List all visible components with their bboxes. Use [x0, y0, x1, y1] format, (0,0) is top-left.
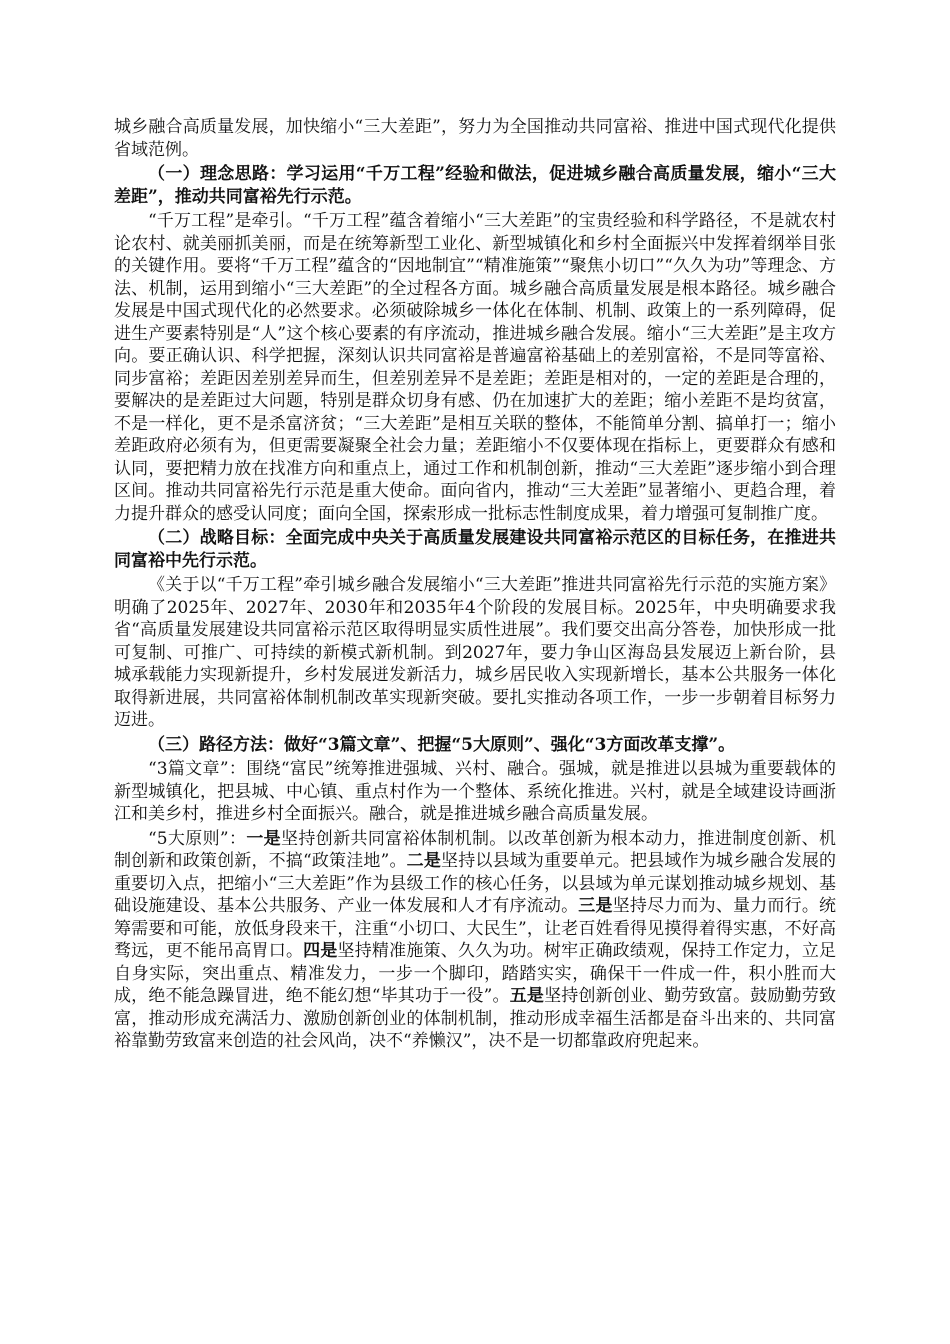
body-paragraph-1: “千万工程”是牵引。“千万工程”蕴含着缩小“三大差距”的宝贵经验和科学路径，不是就农村论农村、就美丽抓美丽，而是在统筹新型工业化、新型城镇化和乡村全面振兴中发挥着纲举目张的关键作用。要将“千万工程”蕴含的“因地制宜”“精准施策”“聚焦小切口”“久久为功”等理念、方法、机制，运用到缩小“三大差距”的全过程各方面。城乡融合高质量发展是根本路径。城乡融合发展是中国式现代化的必然要求。必须破除城乡一体化在体制、机制、政策上的一系列障碍，促进生产要素特别是“人”这个核心要素的有序流动，推进城乡融合发展。缩小“三大差距”是主攻方向。要正确认识、科学把握，深刻认识共同富裕是普遍富裕基础上的差别富裕，不是同等富裕、同步富裕；差距因差别差异而生，但差别差异不是差距；差距是相对的，一定的差距是合理的，要解决的是差距过大问题，特别是群众切身有感、仍在加速扩大的差距；缩小差距不是均贫富，不是一样化，更不是杀富济贫；“三大差距”是相互关联的整体，不能简单分割、搞单打一；缩小差距政府必须有为，但更需要凝聚全社会力量；差距缩小不仅要体现在指标上，更要群众有感和认同，要把精力放在找准方向和重点上，通过工作和机制创新，推动“三大差距”逐步缩小到合理区间。推动共同富裕先行示范是重大使命。面向省内，推动“三大差距”显著缩小、更趋合理，着力提升群众的感受认同度；面向全国，探索形成一批标志性制度成果，着力增强可复制推广度。 [114, 211, 836, 524]
section-heading-1: （一）理念思路：学习运用“千万工程”经验和做法，促进城乡融合高质量发展，缩小“三大差距”，推动共同富裕先行示范。 [114, 164, 836, 207]
section-heading-2: （二）战略目标：全面完成中央关于高质量发展建设共同富裕示范区的目标任务，在推进共同富裕中先行示范。 [114, 528, 836, 571]
principles-intro: “5大原则”： [148, 828, 247, 849]
body-paragraph-4 [114, 828, 836, 1053]
principle-text-1: 坚持创新共同富裕体制机制。以改革创新为根本动力，推进制度创新、机制创新和政策创新，不搞“政策洼地”。 [114, 828, 837, 871]
principle-text-2: 坚持以县域为重要单元。把县域作为城乡融合发展的重要切入点，把缩小“三大差距”作为县级工作的核心任务，以县域为单元谋划推动城乡规划、基础设施建设、基本公共服务、产业一体发展和人才有序流动。 [114, 851, 837, 916]
principle-marker-1: 一是 [246, 828, 282, 849]
principle-text-3: 坚持尽力而为、量力而行。统筹需要和可能，放低身段来干，注重“小切口、大民生”，让老百姓看得见摸得着得实惠，不好高骛远，更不能吊高胃口。 [114, 896, 837, 961]
principle-marker-5: 五是 [509, 986, 545, 1006]
principle-marker-4: 四是 [303, 941, 338, 961]
intro-paragraph: 城乡融合高质量发展，加快缩小“三大差距”，努力为全国推动共同富裕、推进中国式现代化提供省域范例。 [114, 117, 836, 160]
body-paragraph-3: “3篇文章”：围绕“富民”统筹推进强城、兴村、融合。强城，就是推进以县城为重要载体的新型城镇化，把县城、中心镇、重点村作为一个整体、系统化推进。兴村，就是全域建设诗画浙江和美乡村，推进乡村全面振兴。融合，就是推进城乡融合高质量发展。 [114, 759, 836, 824]
document-page [114, 116, 836, 1055]
principle-text-4: 坚持精准施策、久久为功。树牢正确政绩观，保持工作定力，立足自身实际，突出重点、精准发力，一步一个脚印，踏踏实实，确保干一件成一件，积小胜而大成，绝不能急躁冒进，绝不能幻想“毕其功于一役”。 [114, 941, 837, 1006]
section-heading-3: （三）路径方法：做好“3篇文章”、把握“5大原则”、强化“3方面改革支撑”。 [148, 734, 736, 755]
principle-marker-2: 二是 [406, 851, 442, 871]
principle-marker-3: 三是 [578, 896, 613, 916]
principle-text-5: 坚持创新创业、勤劳致富。鼓励勤劳致富，推动形成充满活力、激励创新创业的体制机制，推动形成幸福生活都是奋斗出来的、共同富裕靠勤劳致富来创造的社会风尚，决不“养懒汉”，决不是一切都靠政府兜起来。 [114, 986, 837, 1051]
body-paragraph-2: 《关于以“千万工程”牵引城乡融合发展缩小“三大差距”推进共同富裕先行示范的实施方案》明确了2025年、2027年、2030年和2035年4个阶段的发展目标。2025年，中央明确要求我省“高质量发展建设共同富裕示范区取得明显实质性进展”。我们要交出高分答卷，加快形成一批可复制、可推广、可持续的新模式新机制。到2027年，要力争山区海岛县发展迈上新台阶，县城承载能力实现新提升，乡村发展迸发新活力，城乡居民收入实现新增长，基本公共服务一体化取得新进展，共同富裕体制机制改革实现新突破。要扎实推动各项工作，一步一步朝着目标努力迈进。 [114, 575, 836, 730]
